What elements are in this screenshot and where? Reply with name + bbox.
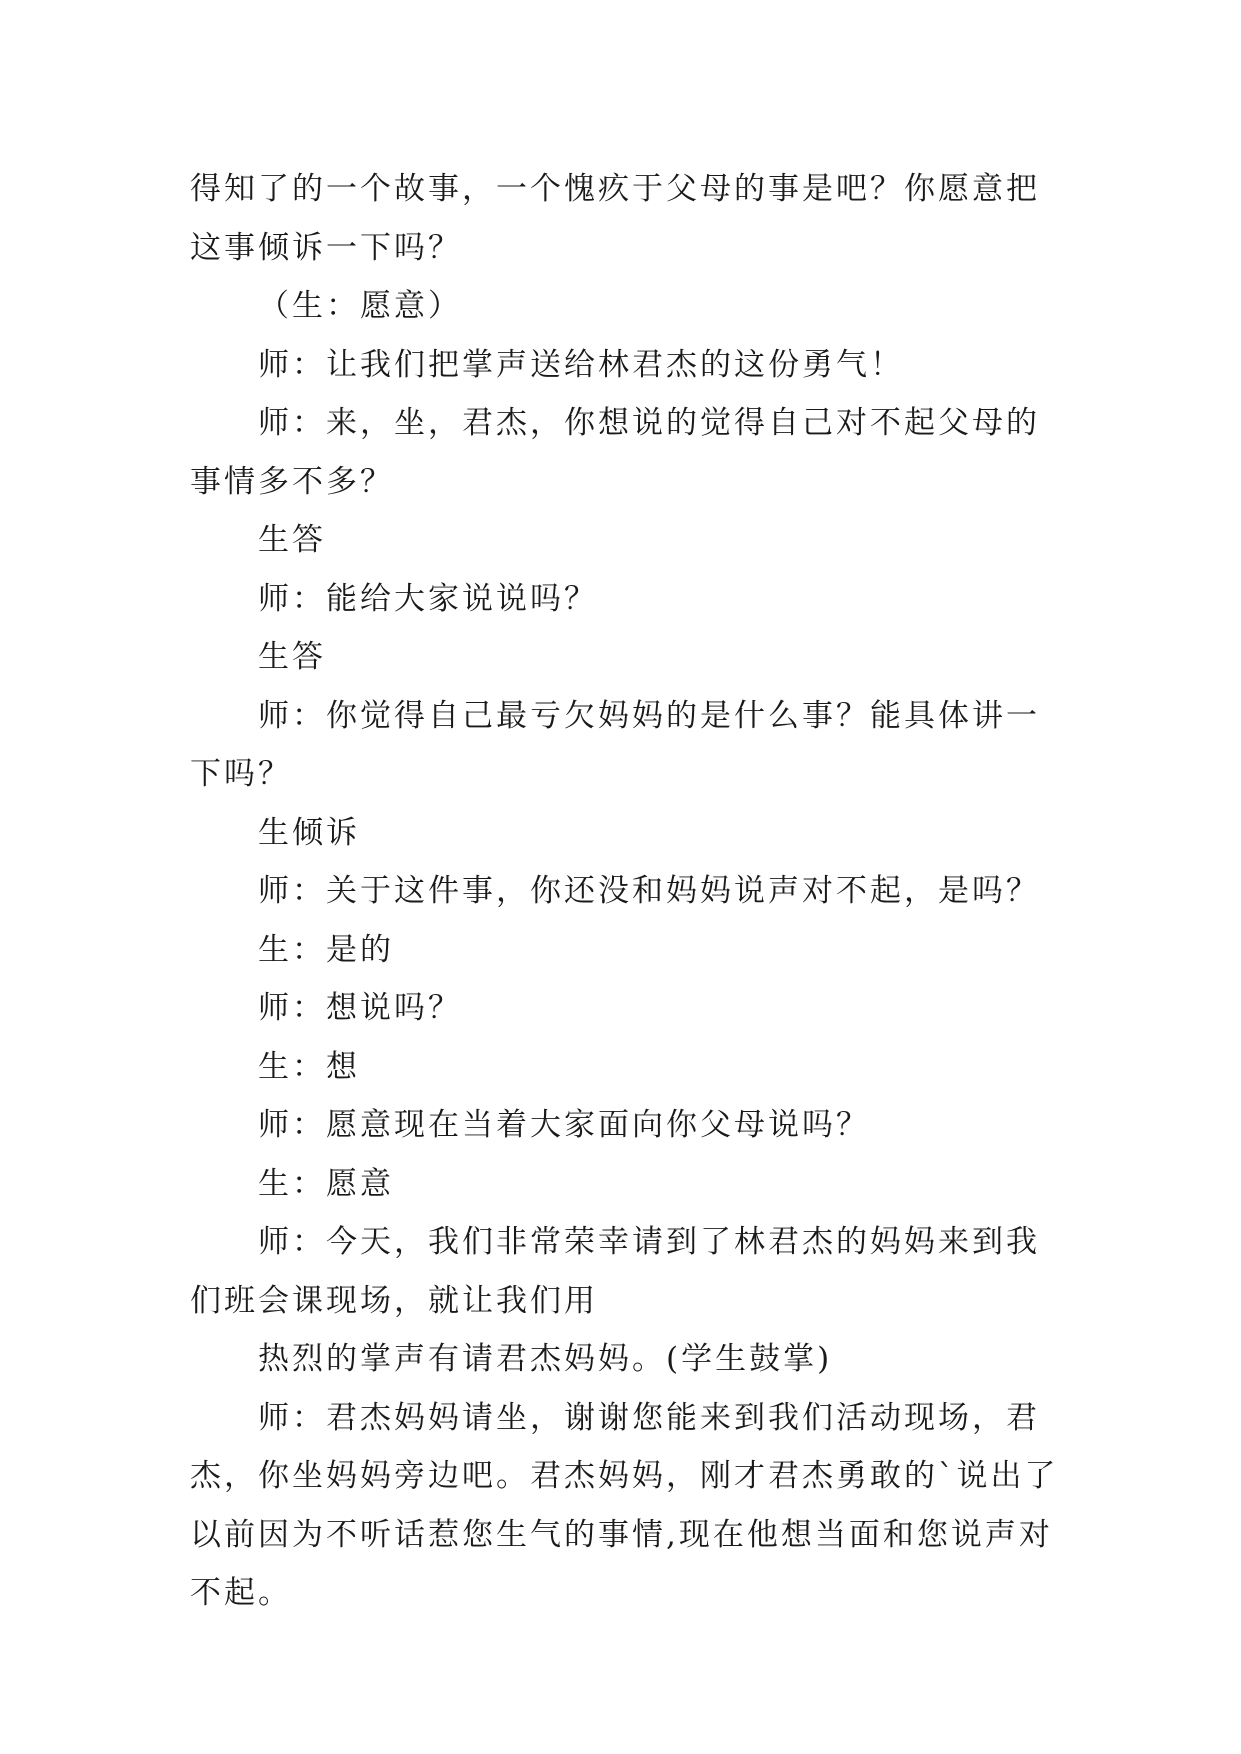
paragraph-story-intro: 得知了的一个故事，一个愧疚于父母的事是吧？你愿意把这事倾诉一下吗？ xyxy=(190,171,1040,266)
paragraph-teacher-question-many: 师：来，坐，君杰，你想说的觉得自己对不起父母的事情多不多？ xyxy=(190,405,1040,500)
paragraph-teacher-applause: 师：让我们把掌声送给林君杰的这份勇气！ xyxy=(258,346,904,383)
paragraph-student-want: 生：想 xyxy=(258,1048,360,1085)
paragraph-teacher-share: 师：能给大家说说吗？ xyxy=(258,580,598,617)
paragraph-teacher-owe-mom: 师：你觉得自己最亏欠妈妈的是什么事？能具体讲一下吗？ xyxy=(190,697,1040,792)
paragraph-teacher-not-apologized: 师：关于这件事，你还没和妈妈说声对不起，是吗？ xyxy=(258,873,1040,909)
paragraph-applause-mom: 热烈的掌声有请君杰妈妈。(学生鼓掌) xyxy=(258,1341,833,1377)
paragraph-student-answer-1: 生答 xyxy=(258,522,326,558)
paragraph-student-willing: （生：愿意） xyxy=(258,288,462,324)
paragraph-teacher-invite-mom: 师：今天，我们非常荣幸请到了林君杰的妈妈来到我们班会课现场，就让我们用 xyxy=(190,1224,1040,1319)
paragraph-teacher-want-say: 师：想说吗？ xyxy=(258,990,462,1026)
paragraph-student-yes: 生：是的 xyxy=(258,931,394,968)
paragraph-student-confides: 生倾诉 xyxy=(258,814,360,851)
paragraph-teacher-welcome-mom: 师：君杰妈妈请坐，谢谢您能来到我们活动现场，君杰，你坐妈妈旁边吧。君杰妈妈，刚才君杰勇敢的`说出了以前因为不听话惹您生气的事情,现在他想当面和您说声对不起。 xyxy=(190,1399,1059,1611)
paragraph-student-answer-2: 生答 xyxy=(258,639,326,675)
document-body xyxy=(190,160,1060,1623)
paragraph-teacher-say-now: 师：愿意现在当着大家面向你父母说吗？ xyxy=(258,1107,870,1143)
paragraph-student-willing-2: 生：愿意 xyxy=(258,1165,394,1202)
